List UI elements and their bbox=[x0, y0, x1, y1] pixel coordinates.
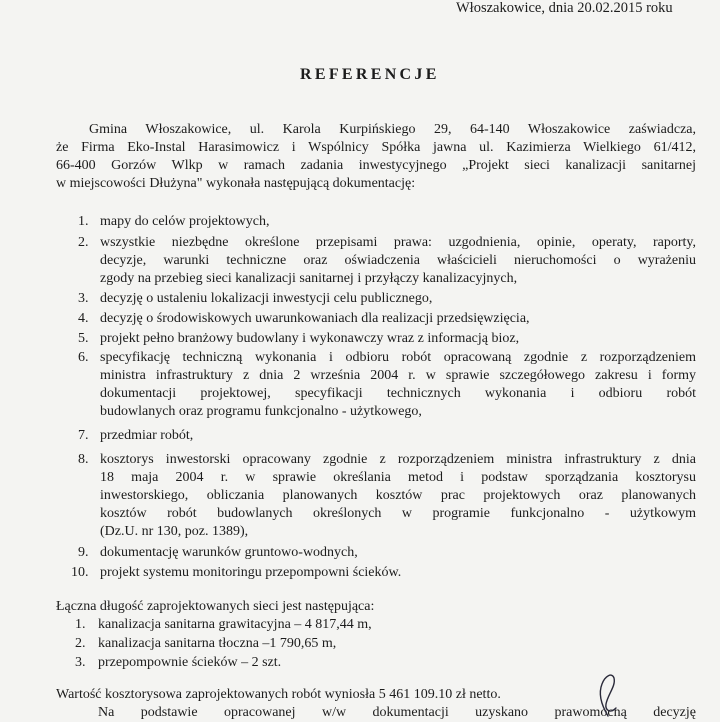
list-number: 10. bbox=[71, 565, 89, 580]
intro-line-1: Gmina Włoszakowice, ul. Karola Kurpińskiego 29, 64-140 Włoszakowice zaświadcza, bbox=[89, 122, 696, 137]
list-item-text: 18 maja 2004 r. w sprawie określania metod i podstaw sporządzania kosztorysu bbox=[100, 470, 696, 485]
list-number: 5. bbox=[78, 331, 89, 346]
list-item-text: decyzje, warunki techniczne oraz oświadczenia właścicieli nieruchomości o wyrażeniu bbox=[100, 253, 696, 268]
list-item-text: dokumentację warunków gruntowo-wodnych, bbox=[100, 545, 358, 560]
list-number: 9. bbox=[78, 545, 89, 560]
list-number: 6. bbox=[78, 350, 89, 365]
list-number: 3. bbox=[78, 291, 89, 306]
list-item-text: mapy do celów projektowych, bbox=[100, 214, 270, 229]
list-item-text: (Dz.U. nr 130, poz. 1389), bbox=[100, 524, 249, 539]
list-number: 8. bbox=[78, 452, 89, 467]
list-item-text: decyzję o ustaleniu lokalizacji inwestycji celu publicznego, bbox=[100, 291, 433, 306]
network-item: przepompownie ścieków – 2 szt. bbox=[98, 655, 282, 670]
list-number: 4. bbox=[78, 311, 89, 326]
list-item-text: kosztorys inwestorski opracowany zgodnie z rozporządzeniem ministra infrastruktury z dnia bbox=[100, 452, 696, 467]
closing-line: Na podstawie opracowanej w/w dokumentacji uzyskano prawomocną decyzję bbox=[98, 705, 696, 720]
network-number: 3. bbox=[75, 655, 86, 670]
list-item-text: przedmiar robót, bbox=[100, 428, 194, 443]
network-number: 2. bbox=[75, 636, 86, 651]
list-item-text: specyfikację techniczną wykonania i odbioru robót opracowaną zgodnie z rozporządzeniem bbox=[100, 350, 696, 365]
document-title: REFERENCJE bbox=[300, 66, 440, 83]
intro-line-2: że Firma Eko-Instal Harasimowicz i Wspólnicy Spółka jawna ul. Kazimierza Wielkiego 61/412, bbox=[56, 140, 696, 155]
document-date: Włoszakowice, dnia 20.02.2015 roku bbox=[456, 0, 673, 16]
network-heading: Łączna długość zaprojektowanych sieci jest następująca: bbox=[56, 599, 375, 614]
list-item-text: ministra infrastruktury z dnia 2 września 2004 r. w sprawie szczegółowego zakresu i formy bbox=[100, 368, 696, 383]
list-item-text: wszystkie niezbędne określone przepisami prawa: uzgodnienia, opinie, operaty, raporty, bbox=[100, 235, 696, 250]
list-item-text: projekt systemu monitoringu przepompowni ścieków. bbox=[100, 565, 402, 580]
intro-line-4: w miejscowości Dłużyna" wykonała następującą dokumentację: bbox=[56, 176, 416, 191]
list-item-text: decyzję o środowiskowych uwarunkowaniach dla realizacji przedsięwzięcia, bbox=[100, 311, 530, 326]
list-number: 2. bbox=[78, 235, 89, 250]
handwritten-initial-mark bbox=[588, 668, 628, 720]
list-item-text: budowlanych oraz programu funkcjonalno - użytkowego, bbox=[100, 404, 422, 419]
list-item-text: zgody na przebieg sieci kanalizacji sanitarnej i przyłączy kanalizacyjnych, bbox=[100, 271, 518, 286]
list-item-text: kosztów robót budowlanych określonych w programie funkcjonalno - użytkowym bbox=[100, 506, 696, 521]
list-number: 1. bbox=[78, 214, 89, 229]
list-item-text: dokumentacji projektowej, specyfikacji technicznych wykonania i odbioru robót bbox=[100, 386, 696, 401]
network-item: kanalizacja sanitarna tłoczna –1 790,65 m, bbox=[98, 636, 337, 651]
list-item-text: projekt pełno branżowy budowlany i wykonawczy wraz z informacją bioz, bbox=[100, 331, 520, 346]
cost-statement: Wartość kosztorysowa zaprojektowanych robót wyniosła 5 461 109.10 zł netto. bbox=[56, 687, 501, 702]
list-item-text: inwestorskiego, obliczania planowanych kosztów prac projektowych oraz planowanych bbox=[100, 488, 696, 503]
intro-line-3: 66-400 Gorzów Wlkp w ramach zadania inwestycyjnego „Projekt sieci kanalizacji sanitarnej bbox=[56, 158, 696, 173]
network-number: 1. bbox=[75, 617, 86, 632]
network-item: kanalizacja sanitarna grawitacyjna – 4 817,44 m, bbox=[98, 617, 372, 632]
list-number: 7. bbox=[78, 428, 89, 443]
